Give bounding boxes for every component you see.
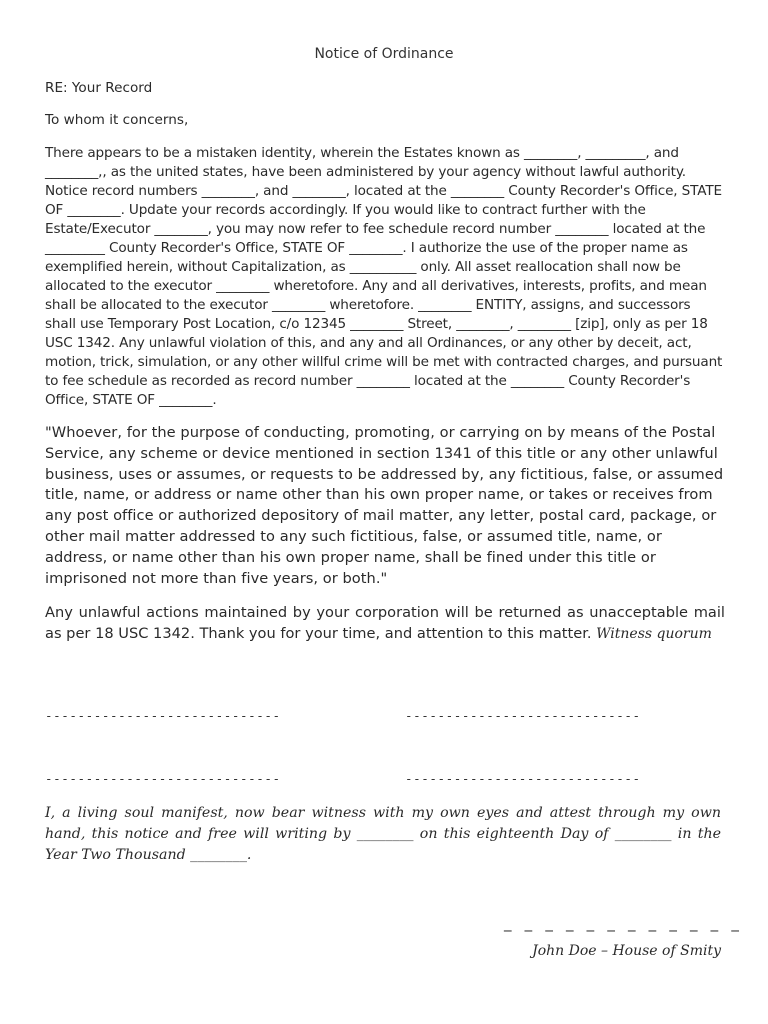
signer-name: John Doe – House of Smity (532, 943, 721, 959)
attestation-paragraph: I, a living soul manifest, now bear witness with my own eyes and attest through my own hand, this notice and free will writing by ________ on this eighteenth Day of ________ in the Year Two Thousand ________. (45, 805, 721, 863)
witness-signature-line-2: ----------------------------- (405, 708, 641, 723)
document-title: Notice of Ordinance (314, 46, 454, 62)
witness-signature-line-4: ----------------------------- (405, 771, 641, 786)
quote-paragraph: "Whoever, for the purpose of conducting, promoting, or carrying on by means of the Postal Service, any scheme or device mentioned in section 1341 of this title or any other unlawful business, uses or assumes, or requests to be addressed by, any fictitious, false, or assumed title, name, or address or name other than his own proper name, or takes or receives from any post office or authorized depository of mail matter, any letter, postal card, package, or other mail matter addressed to any such fictitious, false, or assumed title, name, or address, or name other than his own proper name, shall be fined under this title or imprisoned not more than five years, or both." (45, 424, 724, 587)
re-line: RE: Your Record (45, 80, 153, 96)
closing-text: Any unlawful actions maintained by your corporation will be returned as unacceptable mail as per 18 USC 1342. Thank you for your time, and attention to this matter. (45, 604, 725, 642)
witness-label: Witness quorum (596, 626, 712, 642)
witness-signature-line-3: ----------------------------- (45, 771, 281, 786)
body-paragraph: There appears to be a mistaken identity, wherein the Estates known as ________, _________, and ________,, as the united states, have been administered by your agency without lawful authority. Notice record numbers ________, and ________, located at the ________ County Recorder's Office, STATE OF ________. Update your records accordingly. If you would like to contract further with the Estate/Executor ________, you may now refer to fee schedule record number ________ located at the _________ County Recorder's Office, STATE OF ________. I authorize the use of the proper name as exemplified herein, without Capitalization, as __________ only. All asset reallocation shall now be allocated to the executor ________ wheretofore. Any and all derivatives, interests, profits, and mean shall be allocated to the executor ________ wheretofore. ________ ENTITY, assigns, and successors shall use Temporary Post Location, c/o 12345 ________ Street, ________, ________ [zip], only as per 18 USC 1342. Any unlawful violation of this, and any and all Ordinances, or any other by deceit, act, motion, trick, simulation, or any other willful crime will be met with contracted charges, and pursuant to fee schedule as recorded as record number ________ located at the ________ County Recorder's Office, STATE OF ________. (45, 145, 723, 408)
witness-signature-line-1: ----------------------------- (45, 708, 281, 723)
greeting: To whom it concerns, (45, 112, 189, 128)
closing-paragraph (45, 602, 725, 645)
final-signature-line: _ _ _ _ _ _ _ _ _ _ _ _ (504, 914, 744, 932)
